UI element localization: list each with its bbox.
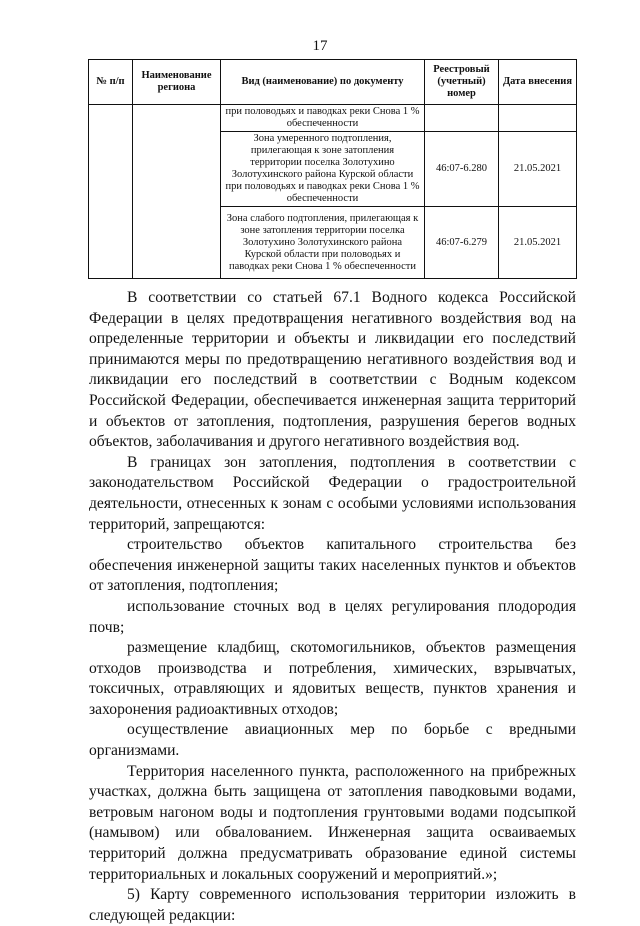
paragraph-construction: строительство объектов капитального строительства без обеспечения инженерной защиты таких населенных пунктов и объектов от затопления, подтопления; [89,536,576,595]
header-date: Дата внесения [499,60,577,105]
region-cell [133,105,221,279]
table-header-row [89,60,577,105]
paragraph-waste-placement: размещение кладбищ, скотомогильников, объектов размещения отходов производства и потребления, химических, взрывчатых, токсичных, отравляющих и ядовитых веществ, пунктов хранения и захоронения радиоактивных отходов; [89,639,576,718]
date-cell: 21.05.2021 [499,207,577,279]
doc-name-cell: при половодьях и паводках реки Снова 1 % обеспеченности [221,105,425,132]
registry-table [88,59,577,279]
doc-name-cell: Зона умеренного подтопления, прилегающая к зоне затопления территории поселка Золотухино Золотухинского района Курской области при половодьях и паводках реки Снова 1 % обеспеченности [221,132,425,207]
paragraph-prohibitions-intro: В границах зон затопления, подтопления в соответствии с законодательством Российской Федерации о градостроительной деятельности, отнесенных к зонам с особыми условиями использования территорий, запрещаются: [89,453,576,533]
header-num: № п/п [89,60,133,105]
document-body [89,288,576,926]
num-cell [89,105,133,279]
registry-cell: 46:07-6.280 [425,132,499,207]
paragraph-aviation: осуществление авиационных мер по борьбе с вредными организмами. [89,721,576,760]
paragraph-sewage: использование сточных вод в целях регулирования плодородия почв; [89,597,576,636]
header-registry: Реестровый (учетный) номер [425,60,499,105]
registry-cell: 46:07-6.279 [425,207,499,279]
header-doc-name: Вид (наименование) по документу [221,60,425,105]
paragraph-water-code: В соответствии со статьей 67.1 Водного кодекса Российской Федерации в целях предотвращения негативного воздействия вод на определенные территории и объекты и ликвидации его последствий принимаются меры по предотвращению негативного воздействия вод и ликвидации его последствий в соответствии с Водным кодексом Российской Федерации, обеспечивается инженерная защита территорий и объектов от затопления, подтопления, разрушения берегов водных объектов, заболачивания и другого негативного воздействия вод. [89,289,576,451]
registry-cell [425,105,499,132]
paragraph-map-item: 5) Карту современного использования территории изложить в следующей редакции: [89,886,576,924]
date-cell: 21.05.2021 [499,132,577,207]
doc-name-cell: Зона слабого подтопления, прилегающая к зоне затопления территории поселка Золотухино Золотухинского района Курской области при половодьях и паводках реки Снова 1 % обеспеченности [221,207,425,279]
paragraph-territory-protection: Территория населенного пункта, расположенного на прибрежных участках, должна быть защищена от затопления паводковыми водами, ветровым нагоном воды и подтопления грунтовыми водами подсыпкой (намывом) или обвалованием. Инженерная защита осваиваемых территорий должна предусматривать образование единой системы территориальных и локальных сооружений и мероприятий.»; [89,762,576,883]
header-region: Наименование региона [133,60,221,105]
page-number: 17 [312,38,328,54]
date-cell [499,105,577,132]
table-row [89,105,577,132]
